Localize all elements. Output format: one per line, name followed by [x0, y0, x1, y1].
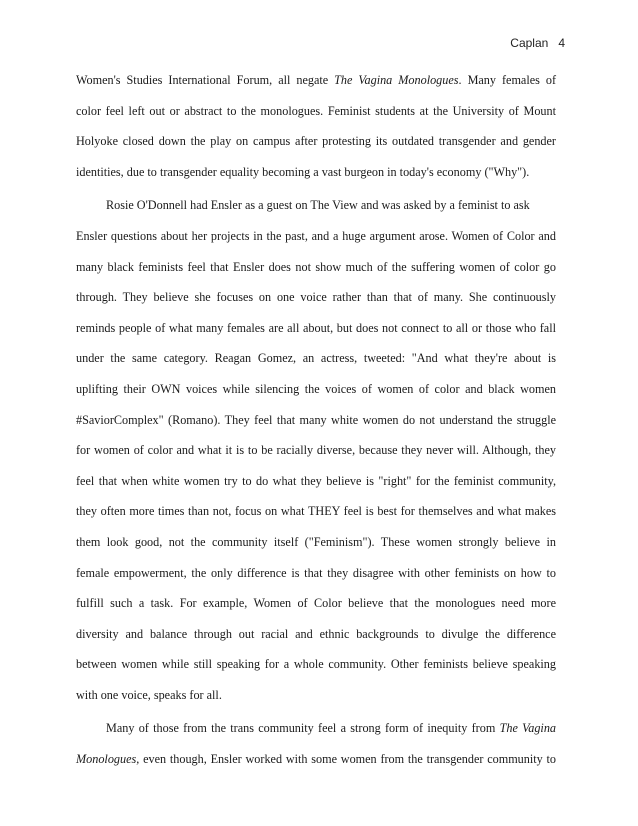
italic-title: The Vagina Monologues — [334, 73, 459, 87]
text-line — [76, 473, 556, 504]
text-segment: Rosie O'Donnell had Ensler as a guest on The View and was asked by a feminist to ask — [106, 198, 530, 213]
text-line — [76, 350, 556, 381]
text-line — [76, 656, 556, 687]
text-line — [76, 503, 556, 534]
page-number: 4 — [558, 36, 565, 50]
paragraph — [76, 72, 556, 194]
text-segment: many black feminists feel that Ensler does not show much of the suffering women of color go — [76, 259, 556, 274]
text-line — [76, 259, 556, 290]
text-line — [76, 289, 556, 320]
text-segment: . Many females of — [458, 73, 557, 87]
text-line — [76, 103, 556, 134]
text-segment: through. They believe she focuses on one voice rather than that of many. She continuously — [76, 290, 556, 305]
text-segment: between women while still speaking for a whole community. Other feminists believe speaking — [76, 657, 556, 672]
text-segment: with one voice, speaks for all. — [76, 687, 222, 702]
body-text — [76, 72, 556, 782]
text-segment: identities, due to transgender equality becoming a vast burgeon in today's economy ("Why"). — [76, 164, 530, 179]
text-segment: uplifting their OWN voices while silencing the voices of women of color and black women — [76, 381, 556, 396]
text-line — [76, 751, 556, 782]
text-line — [76, 687, 556, 718]
text-segment: under the same category. Reagan Gomez, an actress, tweeted: "And what they're about is — [76, 351, 556, 366]
text-line — [76, 381, 556, 412]
text-line — [76, 320, 556, 351]
text-segment: they often more times than not, focus on what THEY feel is best for themselves and what makes — [76, 504, 556, 519]
text-line — [76, 442, 556, 473]
paragraph — [76, 720, 556, 781]
text-segment: fulfill such a task. For example, Women of Color believe that the monologues need more — [76, 596, 556, 611]
text-segment: even though, Ensler worked with some women from the transgender community to — [139, 752, 556, 767]
text-line — [76, 595, 556, 626]
text-line — [76, 228, 556, 259]
text-segment: diversity and balance through out racial and ethnic backgrounds to divulge the difference — [76, 626, 556, 641]
text-segment: Women's Studies International Forum, all negate — [76, 73, 335, 87]
paragraph — [76, 197, 556, 717]
text-segment: female empowerment, the only difference is that they disagree with other feminists on how to — [76, 565, 556, 580]
text-line — [76, 626, 556, 657]
italic-title: The Vagina — [499, 721, 557, 736]
text-segment: Ensler questions about her projects in the past, and a huge argument arose. Women of Color and — [76, 228, 556, 243]
text-line — [76, 72, 556, 103]
author-name: Caplan — [510, 36, 549, 50]
italic-title: Monologues, — [76, 752, 140, 767]
page-header — [510, 36, 565, 50]
text-line — [76, 133, 556, 164]
text-line — [76, 565, 556, 596]
text-line — [76, 534, 556, 565]
text-line — [76, 164, 556, 195]
text-segment: feel that when white women try to do what they believe is "right" for the feminist community, — [76, 473, 556, 488]
text-segment: Holyoke closed down the play on campus after protesting its outdated transgender and gender — [76, 134, 556, 149]
text-line — [76, 197, 556, 228]
text-segment: #SaviorComplex" (Romano). They feel that many white women do not understand the struggle — [76, 412, 556, 427]
text-segment: reminds people of what many females are all about, but does not connect to all or those who fall — [76, 320, 556, 335]
text-segment: color feel left out or abstract to the monologues. Feminist students at the University of Mount — [76, 103, 556, 118]
text-line — [76, 412, 556, 443]
text-line — [76, 720, 556, 751]
text-segment: them look good, not the community itself ("Feminism"). These women strongly believe in — [76, 534, 556, 549]
text-segment: for women of color and what it is to be racially diverse, because they never will. Although, they — [76, 443, 556, 458]
text-segment: Many of those from the trans community feel a strong form of inequity from — [106, 721, 500, 736]
